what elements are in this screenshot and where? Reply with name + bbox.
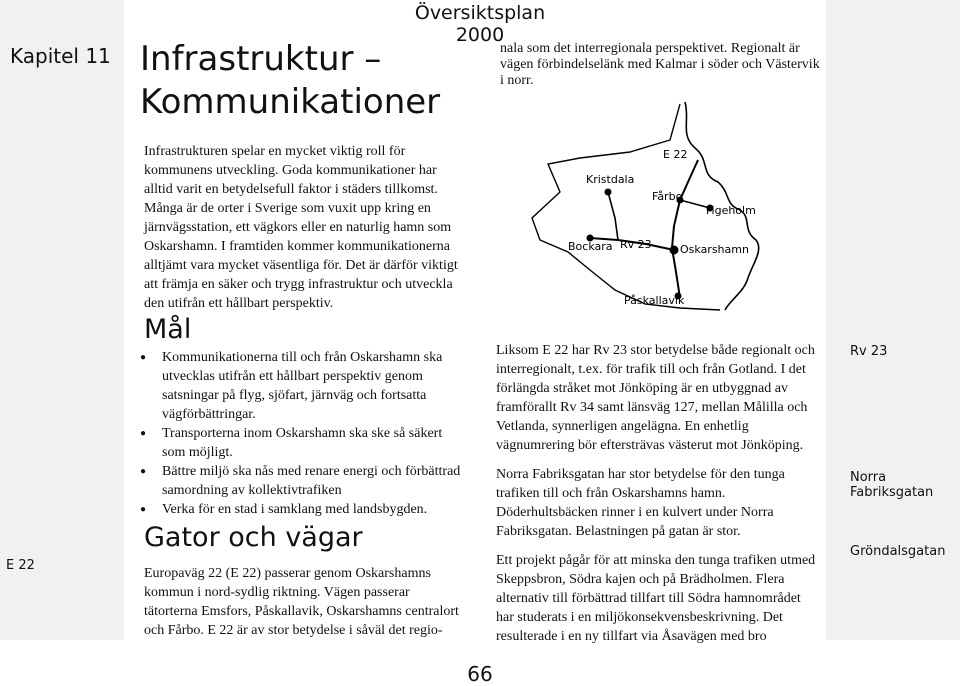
map-label-paskallavik: Påskallavik [624, 294, 685, 307]
margin-note-grondalsgatan: Gröndalsgatan [850, 544, 946, 559]
left-margin-band [0, 0, 124, 640]
running-head: Översiktsplan 2000 [414, 2, 546, 46]
right-column [496, 341, 816, 646]
map-label-rv23: Rv 23 [620, 238, 652, 251]
chapter-label: Kapitel 11 [10, 44, 111, 68]
map-label-oskarshamn: Oskarshamn [680, 243, 749, 256]
col2-paragraph-grondalsgatan: Ett projekt pågår för att minska den tunga trafiken utmed Skeppsbron, Södra kajen och på Brädholmen. Flera alternativ till förbättrad tillfart till Södra hamnområdet har studerats i en miljökonsekvensbeskrivning. Det resulterade i en ny tillfart via Åsavägen med bro [496, 553, 816, 644]
margin-note-norra-fabriksgatan: Norra Fabriksgatan [850, 470, 934, 500]
map-town-kristdala [605, 189, 612, 196]
map-label-e22: E 22 [663, 148, 688, 161]
mal-heading: Mål [144, 314, 192, 345]
col2-paragraph-norra-fabriksgatan: Norra Fabriksgatan har stor betydelse för den tunga trafiken till och från Oskarshamns hamn. Döderhultsbäcken rinner i en kulvert under Norra Fabriksgatan. Belastningen på gatan är stor. [496, 467, 785, 539]
map-road-e22 [672, 160, 698, 298]
gator-paragraph: Europaväg 22 (E 22) passerar genom Oskarshamns kommun i nord-sydlig riktning. Vägen passerar tätorterna Emsfors, Påskallavik, Oskarshamns centralort och Fårbo. E 22 är av stor betydelse i såväl det regio- [144, 566, 459, 638]
intro-paragraph: Infrastrukturen spelar en mycket viktig roll för kommunens utveckling. Goda kommunikationer har alltid varit en betydelsefull faktor i städers tillkomst. Många är de orter i Sverige som vuxit upp kring en järnvägsstation, ett vägkors eller en naturlig hamn som Oskarshamn. I framtiden kommer kommunikationerna alltjämt vara mycket väsentliga för. Det är därför viktigt att främja en säker och trygg infrastruktur och utveckla den utifrån ett hållbart perspektiv. [144, 144, 458, 311]
gator-heading: Gator och vägar [144, 522, 363, 553]
margin-note-rv23: Rv 23 [850, 344, 888, 359]
mal-bullet-4: ● Verka för en stad i samklang med landsbygden. [140, 500, 462, 519]
col2-top-paragraph: nala som det interregionala perspektivet. Regionalt är vägen förbindelselänk med Kalmar i söder och Västervik i norr. [500, 41, 820, 88]
map-label-farbo: Fårbo [652, 190, 683, 203]
mal-bullet-3: ● Bättre miljö ska nås med renare energi och förbättrad samordning av kollektivtrafiken [140, 462, 462, 500]
page-title: Infrastruktur – Kommunikationer [140, 39, 441, 122]
map-municipal-border [532, 104, 720, 310]
map-town-oskarshamn [670, 246, 679, 255]
margin-note-e22: E 22 [6, 558, 35, 573]
map-road-kristdala [608, 192, 618, 240]
map-label-bockara: Bockara [568, 240, 613, 253]
col2-paragraph-rv23: Liksom E 22 har Rv 23 stor betydelse både regionalt och interregionalt, t.ex. för trafik till och från Gotland. I det förlängda stråket mot Jönköping är en utbyggnad av framförallt Rv 34 samt länsväg 127, mellan Målilla och Vetlanda, synnerligen angelägna. En enhetlig vägnumrering bör eftersträvas västerut mot Jönköping. [496, 343, 815, 453]
mal-bullet-1: ● Kommunikationerna till och från Oskarshamn ska utvecklas utifrån ett hållbart perspektiv genom satsningar på flyg, sjöfart, järnväg och fortsatta vägförbättringar. [140, 348, 462, 424]
page-number: 66 [467, 662, 493, 686]
road-map [520, 100, 770, 312]
map-label-kristdala: Kristdala [586, 173, 635, 186]
map-label-figeholm: Figeholm [706, 204, 756, 217]
mal-bullet-2: ● Transporterna inom Oskarshamn ska ske så säkert som möjligt. [140, 424, 462, 462]
mal-bullet-list [140, 348, 462, 519]
